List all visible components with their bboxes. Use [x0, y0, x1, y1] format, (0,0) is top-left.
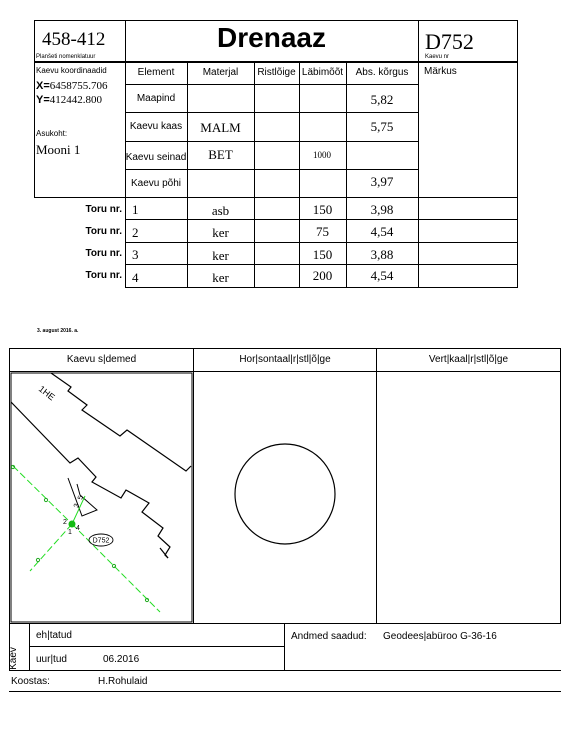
pipe-3-material: ker: [212, 248, 229, 263]
pipe-1-label: Toru nr.: [85, 204, 122, 215]
map-pipe-4: 4: [76, 525, 80, 532]
element-row-2-name: Kaevu kaas: [129, 121, 183, 132]
nomenclature-label: Planšeti nomenklatuur: [36, 54, 96, 60]
vertical-section-label: Vert|kaal|r|stl|õ|ge: [428, 354, 509, 365]
element-row-4-elevation: 3,97: [370, 174, 394, 189]
map-well-label: D752: [92, 537, 110, 545]
horizontal-section-drawing: [194, 372, 376, 623]
element-row-1-elevation: 5,82: [370, 92, 394, 107]
well-number-label: Kaevu nr: [425, 54, 450, 60]
map-frame: [11, 373, 192, 622]
pipe-2-label: Toru nr.: [85, 226, 122, 237]
y-coordinate: [36, 94, 102, 106]
y-label: Y=: [36, 94, 50, 106]
pipe-4-material: ker: [212, 270, 229, 285]
element-row-3-diameter: 1000: [313, 150, 331, 160]
location-value: Mooni 1: [36, 142, 81, 157]
header-elevation: Abs. kõrgus: [355, 67, 409, 78]
x-coordinate: [36, 80, 108, 92]
page-title: Drenaaz: [217, 22, 326, 53]
location-label: Asukoht:: [36, 129, 68, 138]
footer-surveyed-value: 06.2016: [103, 654, 140, 665]
element-row-3-name: Kaevu seinad: [125, 152, 187, 163]
map-pipe-3: 3: [73, 502, 81, 509]
scheme-label: Kaevu s|demed: [66, 354, 137, 365]
pipe-2-nr: 2: [132, 225, 139, 240]
element-row-2-material: MALM: [200, 120, 241, 135]
header-material: Materjal: [202, 67, 239, 78]
drain-line-nw: [13, 466, 72, 524]
footer-data-from-value: Geodees|abüroo G-36-16: [383, 631, 497, 642]
x-value: 6458755.706: [49, 80, 108, 92]
well-circle: [235, 444, 335, 544]
pipe-1-elevation: 3,98: [370, 202, 394, 217]
pipe-2-diameter: 75: [316, 224, 329, 239]
pipe-4-nr: 4: [132, 270, 139, 285]
building-outline-lower: [11, 402, 170, 558]
pipe-4-label: Toru nr.: [85, 270, 122, 281]
well-scheme-map: [10, 372, 193, 623]
header-element: Element: [137, 67, 175, 78]
header-cross-section: Ristlõige: [257, 67, 296, 78]
well-marker: [69, 521, 76, 528]
pipe-3-elevation: 3,88: [370, 247, 394, 262]
drain-line-sw: [30, 524, 72, 571]
map-pipe-2: 2: [63, 519, 67, 526]
well-number: D752: [425, 29, 474, 54]
element-row-1-name: Maapind: [136, 93, 176, 104]
map-pipe-5: 5: [77, 494, 85, 501]
nomenclature-number: 458-412: [42, 29, 106, 50]
footer-compiled-label: Koostas:: [11, 676, 50, 687]
date-label: 3. august 2016. a.: [37, 328, 79, 334]
element-row-2-elevation: 5,75: [370, 119, 394, 134]
footer-compiled-value: H.Rohulaid: [98, 676, 148, 687]
element-row-4-name: Kaevu põhi: [130, 178, 182, 189]
x-label: X=: [36, 80, 50, 92]
pipe-1-material: asb: [211, 203, 230, 218]
footer-built-label: eh|tatud: [36, 630, 72, 641]
pipe-1-nr: 1: [132, 202, 139, 217]
footer-side-label: Kaev: [7, 647, 19, 670]
pipe-1-diameter: 150: [312, 202, 333, 217]
y-value: 412442.800: [49, 94, 103, 106]
pipe-2-elevation: 4,54: [370, 224, 394, 239]
footer-surveyed-label: uur|tud: [36, 654, 67, 665]
pipe-3-nr: 3: [132, 247, 139, 262]
coordinates-label: Kaevu koordinaadid: [36, 66, 107, 75]
map-building-label: 1HE: [36, 383, 57, 403]
header-remark: Märkus: [424, 66, 457, 77]
pipe-3-diameter: 150: [312, 247, 333, 262]
pipe-3-label: Toru nr.: [85, 248, 122, 259]
pipe-4-elevation: 4,54: [370, 268, 394, 283]
footer-data-from-label: Andmed saadud:: [291, 631, 367, 642]
header-diameter: Läbimõõt: [301, 67, 344, 78]
pipe-4-diameter: 200: [312, 268, 333, 283]
map-pipe-1: 1: [68, 529, 72, 536]
element-row-3-material: BET: [208, 147, 233, 162]
horizontal-section-label: Hor|sontaal|r|stl|õ|ge: [239, 354, 331, 365]
pipe-2-material: ker: [212, 225, 229, 240]
building-outline-upper: [51, 373, 191, 471]
